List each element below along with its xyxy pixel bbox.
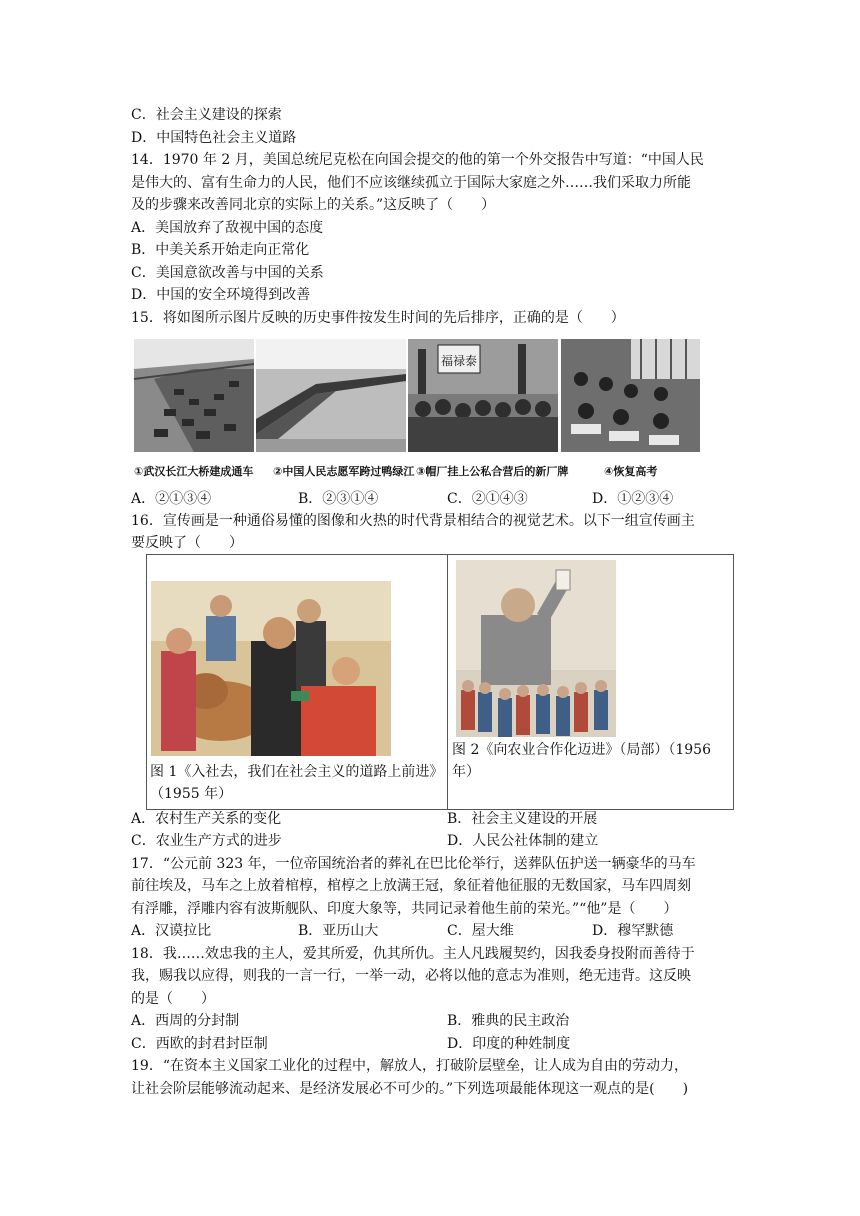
caption-3: ③帽厂挂上公私合营后的新厂牌 [416, 465, 569, 478]
q17-option-d: D．穆罕默德 [592, 923, 674, 939]
q18-option-d: D．印度的种姓制度 [447, 1036, 571, 1052]
q16-option-d: D．人民公社体制的建立 [447, 833, 599, 849]
poster-2-caption [452, 739, 732, 783]
q17-options [131, 920, 731, 942]
q13-option-d: D．中国特色社会主义道路 [131, 130, 297, 146]
q19-stem-line2: 让社会阶层能够流动起来、是经济发展必不可少的。”下列选项最能体现这一观点的是( ) [131, 1081, 689, 1097]
q16-stem-line2: 要反映了（ ） [131, 535, 243, 551]
q16-poster-table [146, 554, 734, 810]
q18-option-b: B．雅典的民主政治 [447, 1013, 570, 1029]
poster-2-caption-line1: 图 2《向农业合作化迈进》（局部）（1956 [452, 742, 711, 758]
q19-stem-line1: 19．“在资本主义国家工业化的过程中，解放人，打破阶层壁垒，让人成为自由的劳动力， [131, 1058, 688, 1074]
q15-option-c: C．②①④③ [447, 491, 528, 507]
caption-4: ④恢复高考 [604, 465, 658, 478]
q17-option-b: B．亚历山大 [298, 923, 379, 939]
poster-1-image [151, 581, 391, 756]
factory-sign-text: 福禄泰 [440, 354, 478, 368]
q18-options-row2 [131, 1033, 731, 1055]
q14-stem-line3: 及的步骤来改善同北京的实际上的关系。”这反映了（ ） [131, 197, 496, 213]
poster-1-caption [150, 761, 446, 805]
q16-option-c: C．农业生产方式的进步 [131, 833, 282, 849]
poster-2-image [456, 560, 616, 737]
q16-options-row2 [131, 830, 731, 852]
caption-1: ①武汉长江大桥建成通车 [134, 465, 254, 478]
q18-stem-line2: 我，赐我以应得，则我的一言一行，一举一动，必将以他的意志为准则，绝无违背。这反映 [131, 968, 691, 984]
q18-option-a: A．西周的分封制 [131, 1013, 240, 1029]
q17-option-c: C．屋大维 [447, 923, 514, 939]
q15-option-d: D．①②③④ [592, 491, 674, 507]
q14-option-d: D．中国的安全环境得到改善 [131, 287, 311, 303]
q14-option-c: C．美国意欲改善与中国的关系 [131, 265, 324, 281]
q15-options [131, 488, 731, 510]
q18-stem-line3: 的是（ ） [131, 991, 215, 1007]
q17-stem-line2: 前往埃及，马车之上放着棺椁，棺椁之上放满王冠，象征着他征服的无数国家，马车四周刻 [131, 878, 691, 894]
q15-stem: 15．将如图所示图片反映的历史事件按发生时间的先后排序，正确的是（ ） [131, 310, 625, 326]
q18-options-row1 [131, 1010, 731, 1032]
q15-option-b: B．②③①④ [298, 491, 379, 507]
q16-stem-line1: 16．宣传画是一种通俗易懂的图像和火热的时代背景相结合的视觉艺术。以下一组宣传画主 [131, 513, 695, 529]
photo-wuhan-bridge [134, 339, 254, 452]
q15-photo-strip [134, 339, 700, 482]
q16-option-b: B．社会主义建设的开展 [447, 811, 598, 827]
q18-stem-line1: 18．我……效忠我的主人，爱其所爱，仇其所仇。主人凡践履契约，因我委身投附而善待于 [131, 946, 695, 962]
q17-option-a: A．汉谟拉比 [131, 923, 212, 939]
table-divider [447, 555, 448, 809]
poster-2-caption-line2: 年） [452, 764, 480, 780]
q14-stem-line2: 是伟大的、富有生命力的人民，他们不应该继续孤立于国际大家庭之外……我们采取力所能 [131, 175, 691, 191]
q17-stem-line1: 17．“公元前 323 年，一位帝国统治者的葬礼在巴比伦举行，送葬队伍护送一辆豪华的马车 [131, 856, 696, 872]
q15-option-a: A．②①③④ [131, 491, 212, 507]
q14-stem-line1: 14．1970 年 2 月，美国总统尼克松在向国会提交的他的第一个外交报告中写道：“中国人民 [131, 152, 704, 168]
q13-option-c: C．社会主义建设的探索 [131, 107, 282, 123]
caption-2: ②中国人民志愿军跨过鸭绿江 [273, 465, 415, 478]
q16-option-a: A．农村生产关系的变化 [131, 811, 282, 827]
photo-exam-hall [561, 339, 700, 452]
photo-yalu-river [256, 339, 406, 452]
q16-options-row1 [131, 808, 731, 830]
q14-option-a: A．美国放弃了敌视中国的态度 [131, 220, 324, 236]
q17-stem-line3: 有浮雕，浮雕内容有波斯舰队、印度大象等，共同记录着他生前的荣光。”“他”是（ ） [131, 901, 678, 917]
q14-option-b: B．中美关系开始走向正常化 [131, 242, 310, 258]
poster-1-caption-line2: （1955 年） [150, 786, 233, 802]
photo-factory-sign [408, 339, 558, 452]
poster-1-caption-line1: 图 1《入社去，我们在社会主义的道路上前进》 [150, 764, 444, 780]
q18-option-c: C．西欧的封君封臣制 [131, 1036, 268, 1052]
